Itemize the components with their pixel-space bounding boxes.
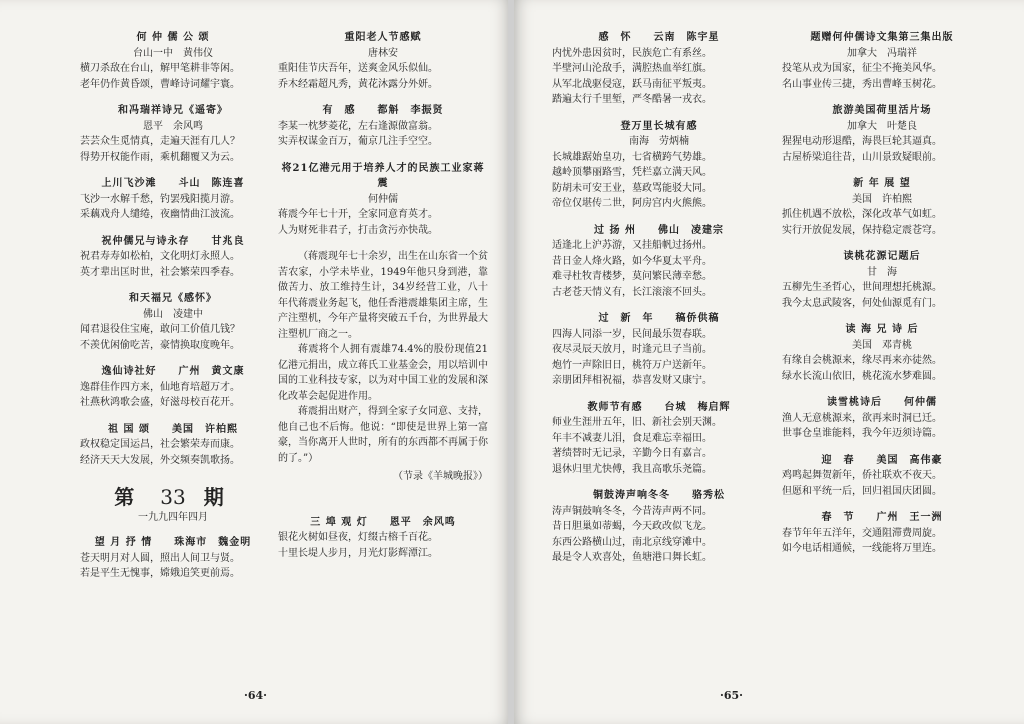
poem-title: 读雪桃诗后 何仲儒 [827,397,937,408]
poem-block [80,535,266,582]
poem-block [782,103,982,165]
poem-block [552,30,766,108]
poem-title: 祖 国 颂 美国 许柏熙 [108,423,238,435]
poem-line: 蒋震今年七十开，全家同意育英才。 [278,209,438,220]
poem-block [782,453,982,500]
poem-block [552,311,766,389]
poem-title: 登万里长城有感 [620,120,698,132]
poem-author: 南海 劳炳楠 [629,136,689,147]
right-page [514,0,1024,724]
poem-line: 昔日金人烽火路，如今华夏太平舟。 [552,255,712,267]
poem-line: 师业生涯卅五年，旧、新社会别天渊。 [552,417,722,428]
poem-line: 帝位仅堪传二世，阿房宫内火熊熊。 [552,198,712,209]
poem-author: 唐林安 [368,47,398,59]
poem-line: 防胡未可安王业，墓政骂能驳大同。 [552,182,712,194]
poem-title: 感 怀 云南 陈宇星 [598,32,720,43]
issue-date: 一九九四年四月 [138,511,208,523]
poem-block [278,30,488,92]
poem-line: 苍天明月对人圆，照出人间卫与贤。 [80,552,240,564]
poem-title: 重阳老人节感赋 [344,32,422,43]
poem-title: 有 感 都斛 李振贤 [322,105,444,116]
poem-line: 东西公路横山过，南北京线穿滩中。 [552,536,712,548]
poem-author: 加拿大 叶楚良 [847,120,917,132]
poem-line: 逸群佳作四方来，仙地育培超万才。 [80,381,240,393]
poem-author: 甘 海 [867,266,897,278]
poem-line: 横刀杀敌在台山，解甲笔耕非等闲。 [80,63,240,74]
poem-line: 祝君寿寿如松柏，文化明灯永照人。 [80,251,240,262]
poem-line: 得势开权能作雨，乘机翻覆又为云。 [80,151,240,163]
poem-line: 退休归里尤快傅，我且高歌乐尧篇。 [552,463,712,475]
poem-author: 美国 许柏熙 [852,193,912,205]
poem-title: 三 埠 观 灯 恩平 余风鸣 [310,516,456,528]
poem-title: 和冯瑞祥诗兄《遥寄》 [118,105,228,116]
poem-line: 猩猩电动形退酷，海畏巨轮其逼真。 [782,136,942,147]
poem-line: 但愿和平统一后，回归祖国庆团圆。 [782,485,942,497]
poem-title: 祝仲儒兄与诗永存 甘兆良 [101,235,245,247]
poem-line: 亲朋团拜相祝福，恭喜发财又康宁。 [552,375,712,386]
poem-line: 涛声铜鼓响冬冬，今昔涛声两不同。 [552,505,712,517]
poem-block [552,488,766,566]
poem-line: 适逢北上沪苏游，又挂船帆过扬州。 [552,240,712,251]
poem-line: 我今太息武陵客，何处仙源觅有门。 [782,297,942,309]
poem-title: 题赠何仲儒诗文集第三集出版 [810,32,954,43]
poem-block [80,364,266,411]
poem-line: 投笔从戎为国家，征尘不掩美风华。 [782,63,942,74]
poem-line: 人为财死非君子，打击贪污亦快哉。 [278,224,438,236]
poem-line: 最是令人欢喜处，鱼塘港口舞长虹。 [552,552,712,563]
poem-line: 实弄权谋金百万，葡京几注手空空。 [278,136,438,147]
prose-paragraph: 蒋震捐出财产，得到全家子女同意、支持，他自己也不后悔。他说：“即使是世界上第一富豪，当你离开人世时，所有的东西都不再属于你的了。”） [278,406,488,464]
poem-block [80,103,266,165]
poem-line: 绿水长流山依旧，桃花流水梦难圆。 [782,370,942,382]
prose-paragraph: 蒋震将个人拥有震雄74.4%的股份现值21亿港元捐出，成立蒋氏工业基金会，用以培训中国的工业科技专家，以为对中国工业的发展和深化改革会起促进作用。 [278,344,488,402]
poem-line: 昔日胆巢如蒂蝎，今天政改似飞龙。 [552,521,712,532]
poem-block [782,249,982,311]
poem-title: 何 仲 儒 公 颂 [136,32,210,43]
poem-block [782,176,982,238]
poem-line: 如今电话相通候，一线能将万里连。 [782,543,942,554]
poem-block [552,223,766,301]
poem-title: 旅游美国荷里活片场 [832,105,932,116]
poem-line: 夜尽灵辰天放月，时逢元旦子当前。 [552,344,712,355]
poem-line: 李某一枕梦菱花，左右逢源做富翁。 [278,120,438,132]
poem-block [782,322,982,384]
poem-title: 望 月 抒 情 珠海市 魏金明 [94,537,252,548]
poem-line: 闻君退役住宝庵，敢问工价值几钱？ [80,324,240,335]
poem-block [278,161,488,239]
right-column-1 [552,30,766,577]
poem-line: 踏遍太行千里堑，严冬酷暑一戎衣。 [552,94,712,105]
left-page [0,0,510,724]
poem-line: 渔人无意桃源来，欲再来时洞已迁。 [782,412,942,424]
poem-line: 飞沙一水解千愁，钓罢残阳揽月游。 [80,193,240,205]
poem-line: 有缘自会桃源来，缘尽再来亦徒然。 [782,355,942,366]
poem-line: 抓住机遇不放松，深化改革气如虹。 [782,209,942,220]
poem-title: 上川飞沙滩 斗山 陈连喜 [101,178,245,189]
poem-author: 美国 邓青桃 [852,339,912,351]
poem-title: 逸仙诗社好 广州 黄文康 [101,366,245,377]
poem-block [552,119,766,212]
poem-line: 春节年年五洋年，交通阻滞费周旋。 [782,527,942,539]
issue-prefix: 第 [114,485,143,509]
left-column-1 [80,30,266,593]
poem-block [80,176,266,223]
issue-number: 33 [160,485,186,509]
poem-block [80,291,266,353]
poem-block [552,400,766,478]
poem-block [782,510,982,557]
poem-title: 迎 春 美国 高伟豪 [821,454,943,466]
poem-author: 加拿大 冯瑞祥 [847,47,917,59]
source-note: （节录《羊城晚报》） [393,471,488,482]
poem-block [278,103,488,150]
poem-line: 政权稳定国运昌，社会繁荣寿而康。 [80,439,240,450]
poem-line: 五柳先生圣哲心，世间理想托桃源。 [782,282,942,293]
poem-line: 十里长堤人步月，月光灯影辉潭江。 [278,547,438,559]
poem-author: 佛山 凌建中 [143,308,203,320]
poem-line: 从军北战驱侵寇，跃马南征平叛夷。 [552,78,712,90]
issue-suffix: 期 [203,485,232,509]
poem-line: 重阳佳节庆吾年，送爽金风乐似仙。 [278,63,438,74]
poem-line: 古老苍天情义有，长江滚滚不回头。 [552,286,712,298]
poem-title: 将21亿港元用于培养人才的民族工业家蒋震 [281,162,485,189]
poem-line: 鸡鸣起舞贺新年，侨社联欢不夜天。 [782,470,942,481]
poem-author: 台山一中 黄伟仪 [133,47,213,59]
poem-title: 教师节有感 台城 梅启辉 [587,401,731,413]
poem-line: 半壁河山沦敌手，满腔热血举红旗。 [552,63,712,74]
prose-paragraph: （蒋震现年七十余岁，出生在山东省一个贫苦农家，小学未毕业，1949年他只身到港，靠做苦力、放工维持生计，34岁经营工业，八十年代蒋震业务起飞，他任香港震雄集团主席，生产注塑机，今年产量将突破五千台，为世界最大注塑机厂商之一。 [278,251,488,340]
poem-title: 过 新 年 稿侨供稿 [598,313,720,324]
poem-line: 年丰不减妻儿泪，食足难忘幸福田。 [552,432,712,444]
poem-block [80,422,266,469]
poem-line: 名山事业传三捷，秀出曹峰玉树花。 [782,78,942,90]
issue-heading [80,485,266,509]
poem-line: 著绩替时无记录，辛勤今日有嘉言。 [552,448,712,459]
poem-author: 恩平 余风鸣 [143,120,203,132]
poem-line: 难寻杜牧青楼梦，莫问繁民薄幸愁。 [552,271,712,282]
poem-line: 内忧外患因贫时，民族危亡有系丝。 [552,47,712,59]
left-column-2 [278,30,488,572]
poem-line: 若是平生无愧事，嫦娥追笑更前焉。 [80,568,240,579]
poem-line: 古屋桥梁追往昔，山川景致疑眼前。 [782,151,942,163]
poem-line: 乔木经霜超凡秀，黄花沐露分外妍。 [278,78,438,90]
poem-block [80,30,266,92]
poem-author: 何仲儒 [368,193,398,205]
poem-line: 芸芸众生觅情真，走遍天涯有几人？ [80,136,240,147]
poem-block [782,30,982,92]
right-column-2 [782,30,982,568]
poem-line: 四海人同添一岁，民间最乐贺春联。 [552,328,712,340]
poem-title: 春 节 广州 王一洲 [821,512,943,523]
page-number-left: ·64· [244,689,267,702]
poem-line: 不羡优闲偷吃苦，豪情换取度晚年。 [80,339,240,351]
poem-line: 炮竹一声除旧日，桃符万户送新年。 [552,359,712,371]
poem-title: 新 年 展 望 [853,178,911,189]
poem-line: 银花火树如昼夜，灯缀古榕千百花。 [278,532,438,543]
poem-line: 采藕戏舟人缱绻，夜幽情曲江波流。 [80,209,240,220]
poem-title: 过 扬 州 佛山 凌建宗 [594,224,724,236]
poem-line: 社燕秋鸿歌会盛，好滋母校百花开。 [80,397,240,408]
poem-line: 经济天天大发展，外交频奏凯歌扬。 [80,454,240,466]
poem-title: 读桃花源记题后 [843,251,921,262]
poem-line: 英才辈出匡时世，社会繁荣四季春。 [80,266,240,278]
poem-line: 老年仍作黄昏颂，曹峰诗词耀宇寰。 [80,78,240,90]
page-number-right: ·65· [720,689,743,702]
poem-line: 越岭顶攀丽路雪，凭栏嘉立满天风。 [552,167,712,178]
poem-title: 铜鼓涛声响冬冬 骆秀松 [593,490,725,501]
poem-block [80,234,266,281]
poem-title: 和天福兄《感怀》 [129,293,217,304]
poem-line: 实行开放促发展，保持稳定震苍穹。 [782,224,942,236]
poem-title: 读 海 兄 诗 后 [845,324,919,335]
poem-block [278,515,488,562]
poem-line: 长城雄踞始皇功，七省横跨气势雄。 [552,151,712,163]
poem-block [782,395,982,442]
poem-line: 世事仓皇谁能料，我今年迈须诗篇。 [782,428,942,439]
